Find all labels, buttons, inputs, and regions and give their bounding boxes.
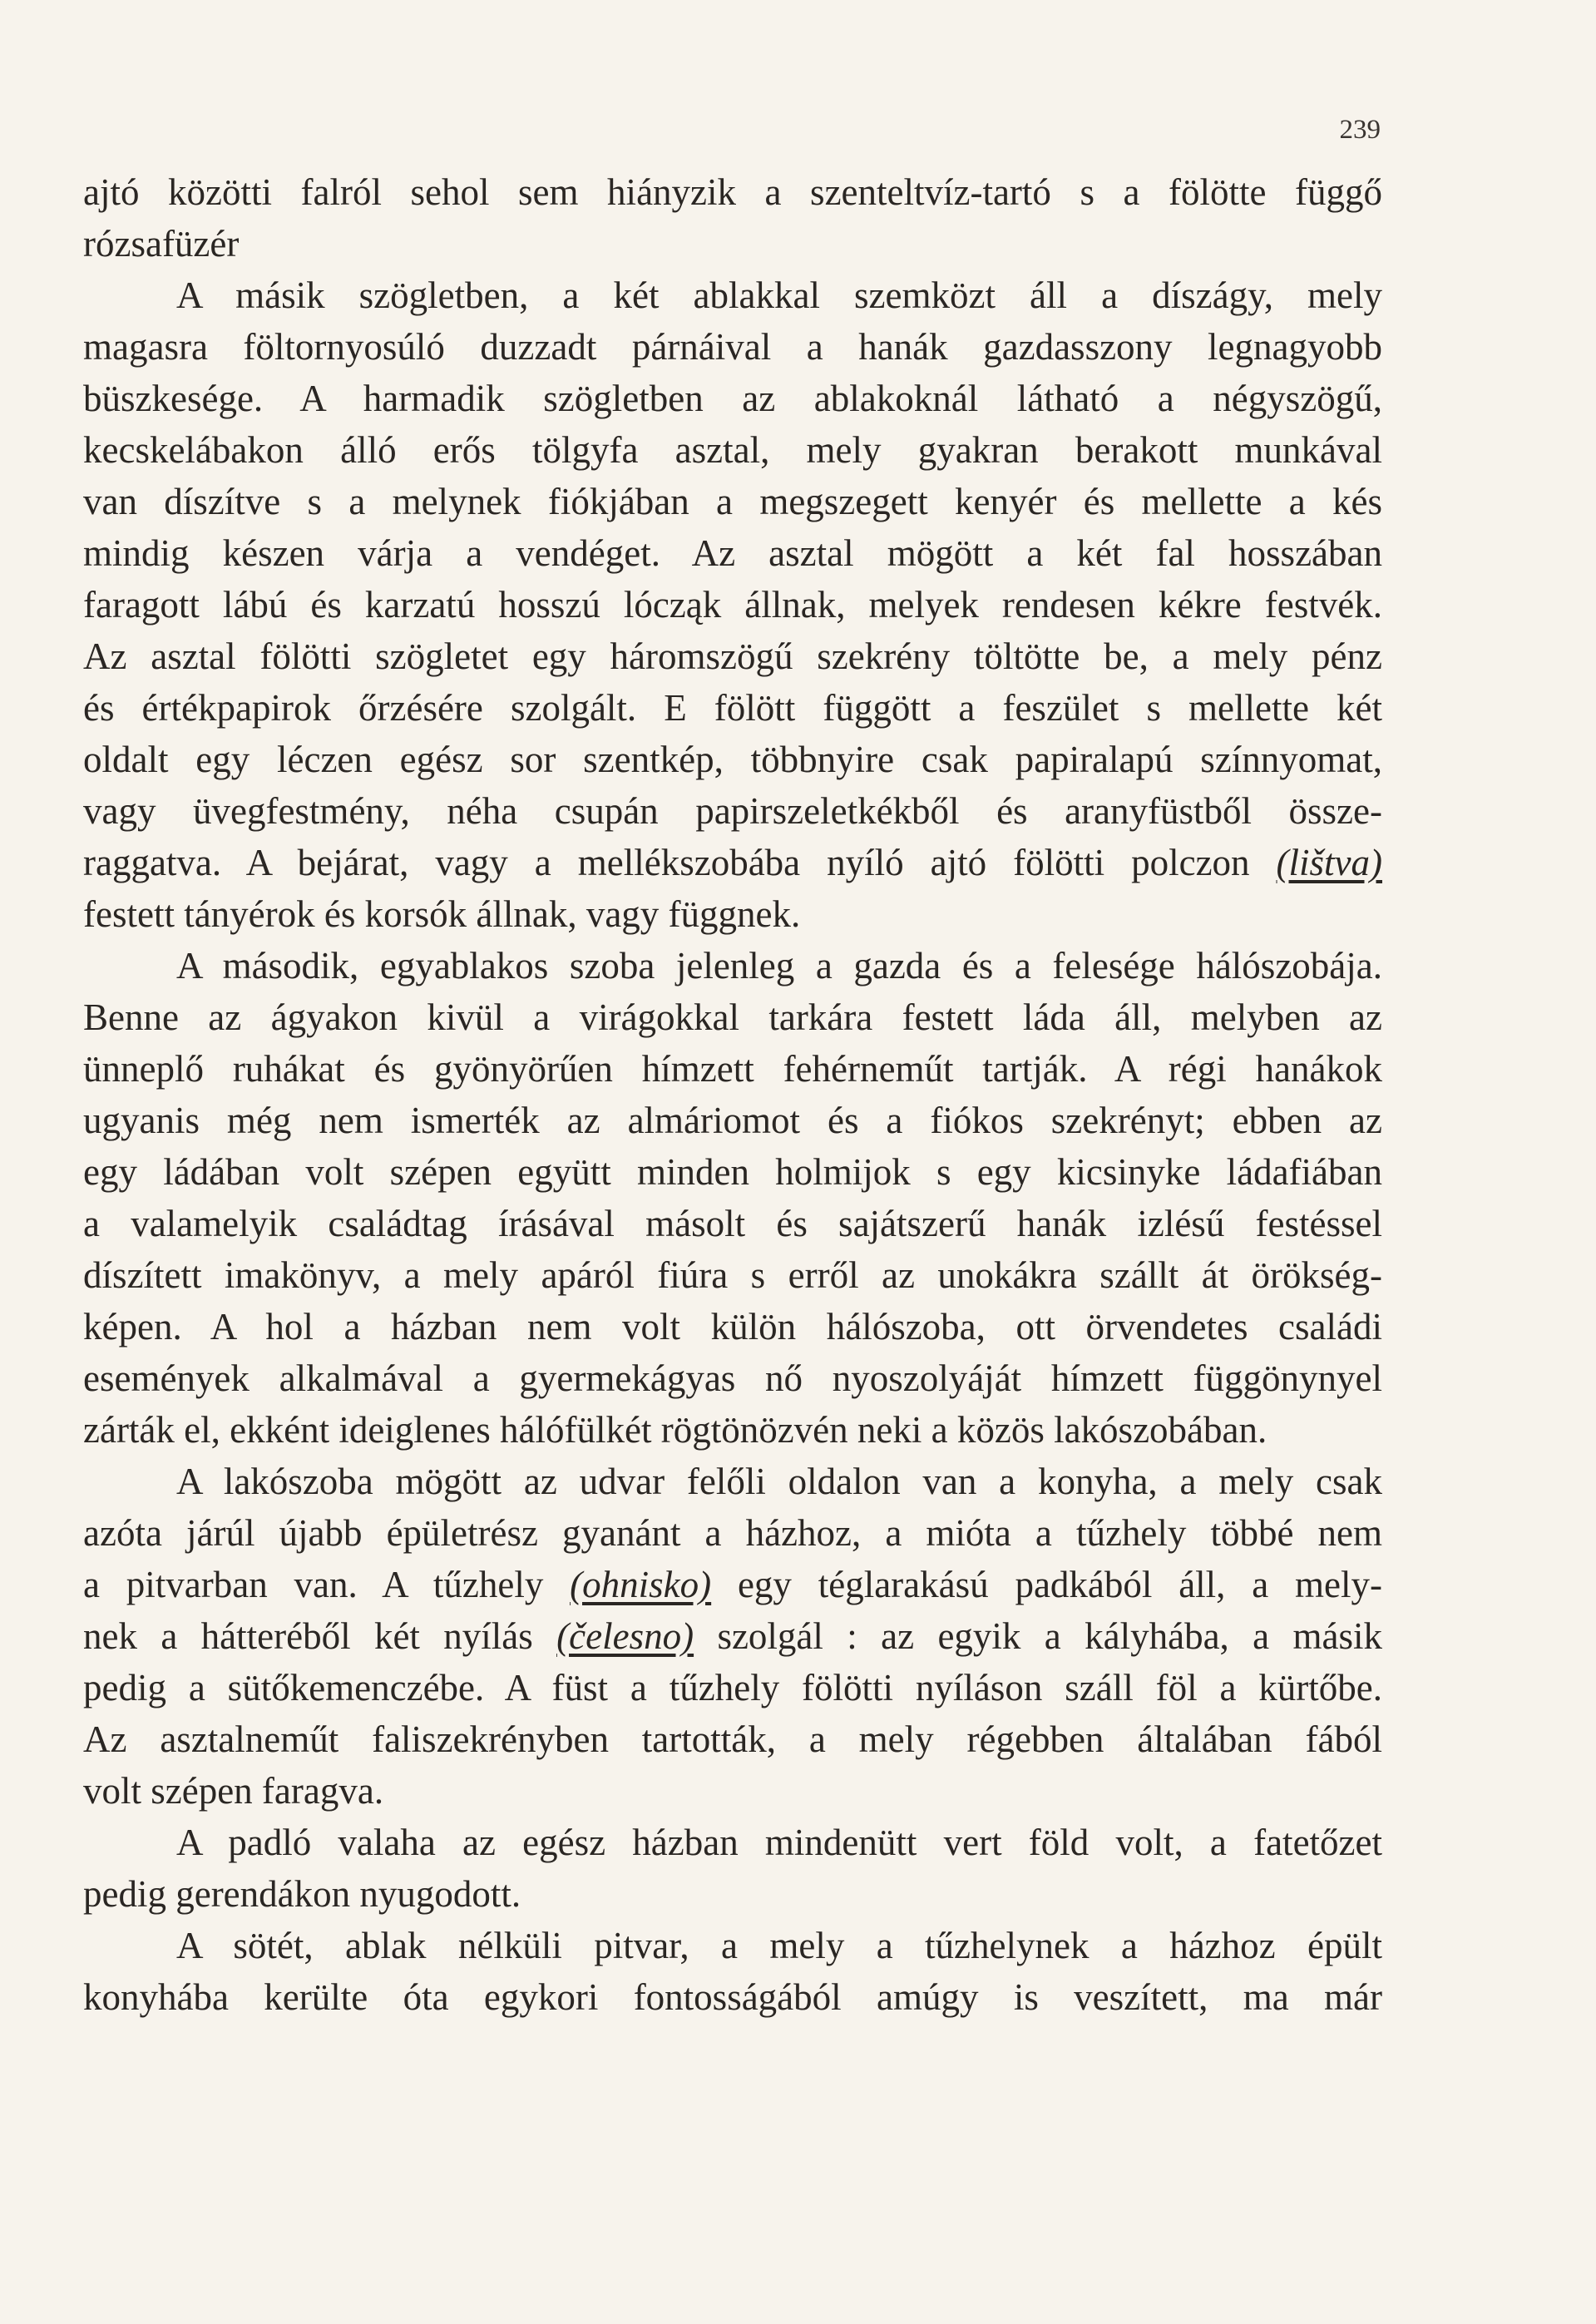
text-segment: képen. A hol a házban nem volt külön hálószoba, ott örvendetes családi <box>83 1306 1382 1347</box>
text-line <box>83 1404 1382 1456</box>
text-segment: szolgál : az egyik a kályhába, a másik <box>694 1615 1383 1657</box>
text-segment: A másik szögletben, a két ablakkal szemközt áll a díszágy, mely <box>176 274 1382 316</box>
text-line <box>83 166 1382 218</box>
dialect-term: (lištva) <box>1276 842 1382 883</box>
text-segment: rózsafüzér <box>83 223 240 265</box>
body-text <box>83 166 1382 2023</box>
text-line <box>83 1146 1382 1198</box>
paragraph <box>83 166 1382 269</box>
text-line <box>83 1043 1382 1095</box>
text-segment: nek a hátteréből két nyílás <box>83 1615 557 1657</box>
text-line <box>83 1095 1382 1146</box>
text-segment: A lakószoba mögött az udvar felőli oldalon van a konyha, a mely csak <box>176 1461 1382 1502</box>
text-segment: A sötét, ablak nélküli pitvar, a mely a tűzhelynek a házhoz épült <box>176 1925 1382 1966</box>
text-segment: kecskelábakon álló erős tölgyfa asztal, mely gyakran berakott munkával <box>83 429 1382 471</box>
text-segment: Benne az ágyakon kivül a virágokkal tarkára festett láda áll, melyben az <box>83 996 1382 1038</box>
text-line <box>83 1301 1382 1352</box>
text-line <box>83 940 1382 991</box>
text-line <box>83 1456 1382 1507</box>
text-segment: egy téglarakású padkából áll, a mely- <box>711 1564 1382 1605</box>
text-line <box>83 1662 1382 1713</box>
text-segment: festett tányérok és korsók állnak, vagy függnek. <box>83 893 801 935</box>
text-segment: a valamelyik családtag írásával másolt és sajátszerű hanák izlésű festéssel <box>83 1203 1382 1244</box>
text-segment: egy ládában volt szépen együtt minden holmijok s egy kicsinyke ládafiában <box>83 1151 1382 1193</box>
text-segment: magasra föltornyosúló duzzadt párnáival a hanák gazdasszony legnagyobb <box>83 326 1382 368</box>
text-segment: oldalt egy léczen egész sor szentkép, többnyire csak papiralapú színnyomat, <box>83 739 1382 780</box>
text-line <box>83 1352 1382 1404</box>
text-segment: büszkesége. A harmadik szögletben az ablakoknál látható a négyszögű, <box>83 378 1382 419</box>
paragraph <box>83 269 1382 940</box>
text-segment: Az asztalneműt faliszekrényben tartották, a mely régebben általában fából <box>83 1718 1382 1760</box>
text-segment: Az asztal fölötti szögletet egy háromszögű szekrény töltötte be, a mely pénz <box>83 635 1382 677</box>
dialect-term: (čelesno) <box>556 1615 694 1657</box>
text-line <box>83 269 1382 321</box>
text-line <box>83 1713 1382 1765</box>
text-line <box>83 837 1382 888</box>
text-line <box>83 218 1382 269</box>
text-line <box>83 785 1382 837</box>
text-segment: volt szépen faragva. <box>83 1770 384 1812</box>
text-segment: és értékpapirok őrzésére szolgált. E fölött függött a feszület s mellette két <box>83 687 1382 729</box>
page-number: 239 <box>1339 115 1381 145</box>
text-line <box>83 321 1382 373</box>
text-line <box>83 579 1382 630</box>
text-line <box>83 424 1382 476</box>
text-line <box>83 1610 1382 1662</box>
paragraph <box>83 940 1382 1456</box>
text-line <box>83 527 1382 579</box>
text-line <box>83 682 1382 734</box>
text-segment: a pitvarban van. A tűzhely <box>83 1564 571 1605</box>
text-segment: pedig a sütőkemenczébe. A füst a tűzhely fölötti nyíláson száll föl a kürtőbe. <box>83 1667 1382 1708</box>
paragraph <box>83 1456 1382 1817</box>
text-segment: események alkalmával a gyermekágyas nő nyoszolyáját hímzett függönynyel <box>83 1357 1382 1399</box>
text-line <box>83 991 1382 1043</box>
text-segment: konyhába kerülte óta egykori fontosságából amúgy is veszített, ma már <box>83 1976 1382 2018</box>
text-line <box>83 1868 1382 1920</box>
text-segment: raggatva. A bejárat, vagy a mellékszobába nyíló ajtó fölötti polczon <box>83 842 1277 883</box>
paragraph <box>83 1920 1382 2023</box>
text-segment: ugyanis még nem ismerték az almáriomot és a fiókos szekrényt; ebben az <box>83 1100 1382 1141</box>
text-line <box>83 1817 1382 1868</box>
text-line <box>83 888 1382 940</box>
text-line <box>83 1920 1382 1971</box>
text-segment: ajtó közötti falról sehol sem hiányzik a szenteltvíz-tartó s a fölötte függő <box>83 171 1382 213</box>
text-line <box>83 373 1382 424</box>
text-segment: A második, egyablakos szoba jelenleg a gazda és a felesége hálószobája. <box>176 945 1382 986</box>
text-segment: mindig készen várja a vendéget. Az asztal mögött a két fal hosszában <box>83 532 1382 574</box>
text-segment: vagy üvegfestmény, néha csupán papirszeletkékből és aranyfüstből össze- <box>83 790 1382 832</box>
text-segment: van díszítve s a melynek fiókjában a megszegett kenyér és mellette a kés <box>83 481 1382 522</box>
text-line <box>83 630 1382 682</box>
dialect-term: (ohnisko) <box>570 1564 712 1605</box>
text-segment: pedig gerendákon nyugodott. <box>83 1873 521 1915</box>
text-line <box>83 734 1382 785</box>
text-segment: azóta járúl újabb épületrész gyanánt a házhoz, a mióta a tűzhely többé nem <box>83 1512 1382 1554</box>
text-line <box>83 476 1382 527</box>
text-segment: zárták el, ekként ideiglenes hálófülkét rögtönözvén neki a közös lakószobában. <box>83 1409 1267 1451</box>
text-line <box>83 1198 1382 1249</box>
text-line <box>83 1249 1382 1301</box>
text-line <box>83 1765 1382 1817</box>
text-line <box>83 1971 1382 2023</box>
text-line <box>83 1559 1382 1610</box>
text-line <box>83 1507 1382 1559</box>
paragraph <box>83 1817 1382 1920</box>
text-segment: A padló valaha az egész házban mindenütt vert föld volt, a fatetőzet <box>176 1822 1382 1863</box>
text-segment: ünneplő ruhákat és gyönyörűen hímzett fehérneműt tartják. A régi hanákok <box>83 1048 1382 1090</box>
text-segment: díszített imakönyv, a mely apáról fiúra s erről az unokákra szállt át örökség- <box>83 1254 1382 1296</box>
text-segment: faragott lábú és karzatú hosszú lócząk állnak, melyek rendesen kékre festvék. <box>83 584 1382 626</box>
